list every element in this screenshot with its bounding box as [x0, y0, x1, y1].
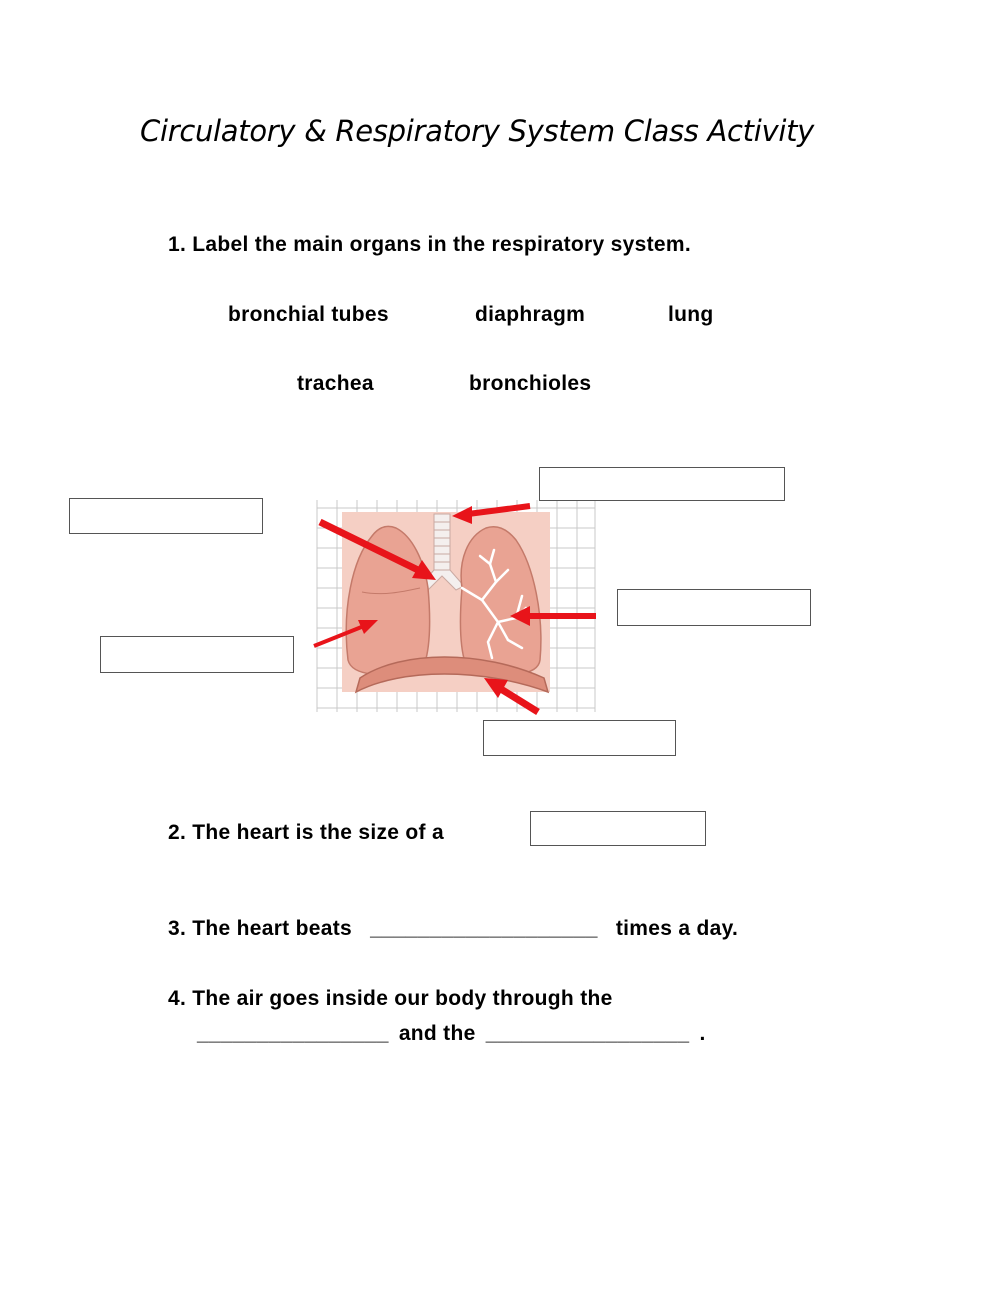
respiratory-system-diagram: [312, 500, 602, 715]
question-4-line2: [197, 1022, 706, 1046]
heart-size-answer-box[interactable]: [530, 811, 706, 846]
label-box-bronchial-tubes[interactable]: [69, 498, 263, 534]
worksheet-title: Circulatory & Respiratory System Class Activity: [140, 114, 815, 148]
question-2: 2. The heart is the size of a: [168, 821, 444, 844]
question-4-end: .: [699, 1022, 706, 1045]
question-3-before: 3. The heart beats: [168, 917, 352, 940]
heartbeats-blank[interactable]: ___________________: [370, 917, 598, 940]
word-bank-trachea: trachea: [297, 372, 374, 395]
word-bank-bronchial-tubes: bronchial tubes: [228, 303, 389, 326]
word-bank-diaphragm: diaphragm: [475, 303, 586, 326]
question-3: [168, 917, 738, 941]
word-bank-lung: lung: [668, 303, 714, 326]
word-bank-bronchioles: bronchioles: [469, 372, 592, 395]
question-4-middle: and the: [398, 1022, 476, 1045]
question-1: 1. Label the main organs in the respiratory system.: [168, 233, 691, 256]
label-box-trachea[interactable]: [539, 467, 785, 501]
label-box-diaphragm[interactable]: [483, 720, 676, 756]
label-box-lung[interactable]: [100, 636, 294, 673]
air-entry-blank-2[interactable]: _________________: [485, 1022, 690, 1045]
label-box-bronchioles[interactable]: [617, 589, 811, 626]
air-entry-blank-1[interactable]: ________________: [197, 1022, 389, 1045]
question-4-line1: 4. The air goes inside our body through the: [168, 987, 613, 1010]
question-3-after: times a day.: [615, 917, 739, 940]
